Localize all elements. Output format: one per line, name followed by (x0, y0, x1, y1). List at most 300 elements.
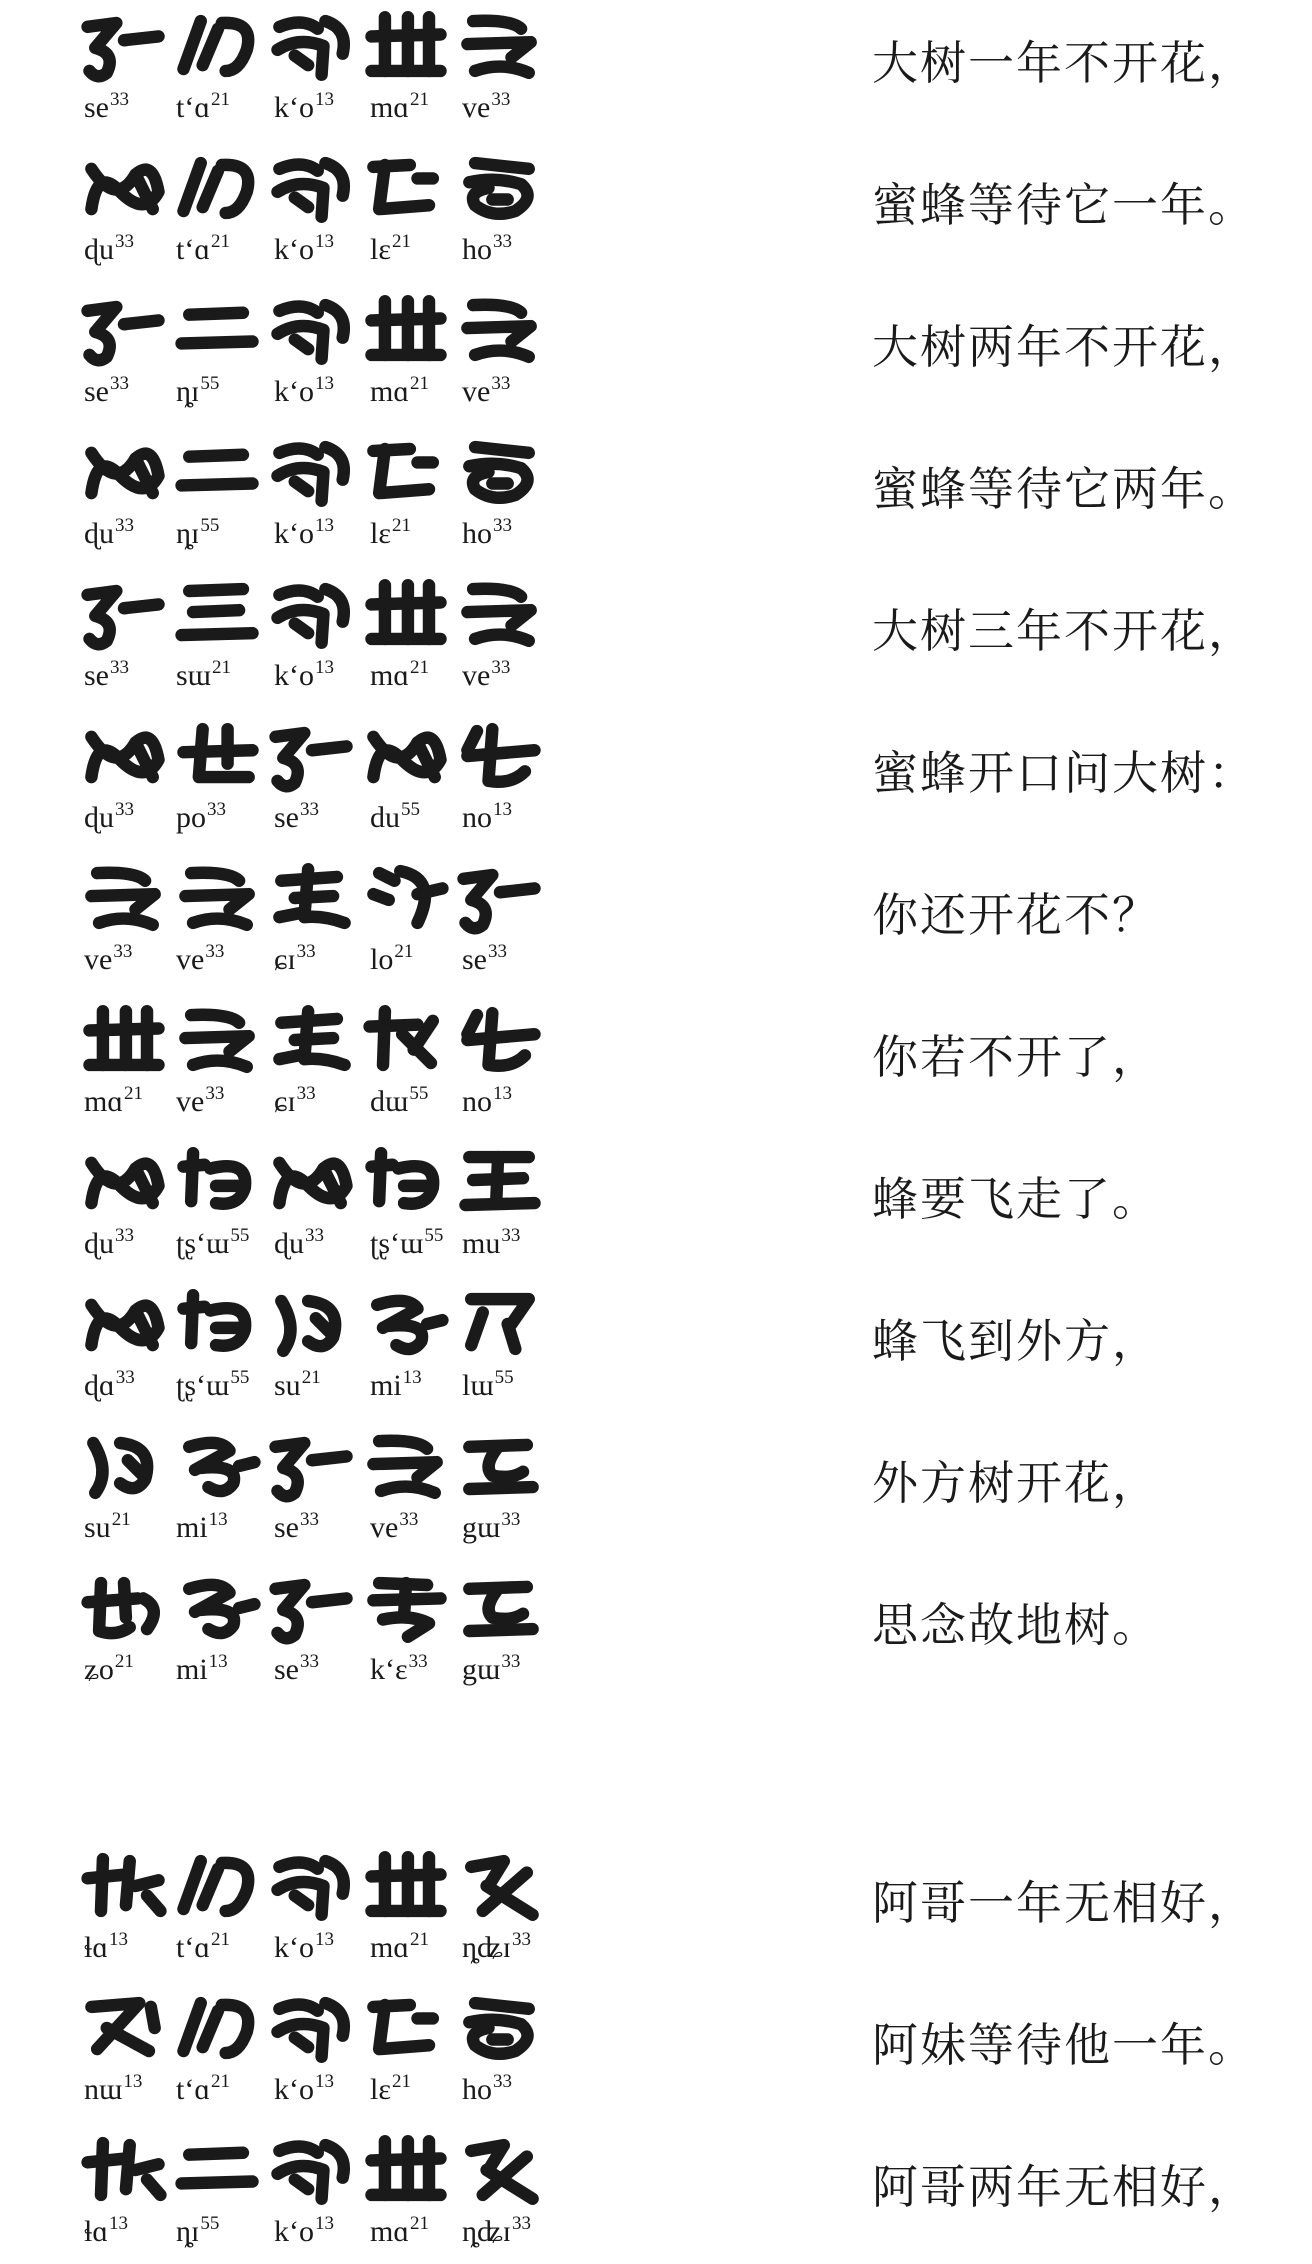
syllable-text: k‘o (274, 91, 314, 124)
ipa-transcription-line (84, 1074, 604, 1118)
tone-number: 33 (110, 657, 129, 678)
ipa-syllable (176, 648, 231, 696)
ipa-transcription-line (84, 222, 604, 266)
ipa-syllable (274, 790, 319, 838)
ipa-syllable (370, 1074, 428, 1122)
chinese-translation: 思念故地树。 (872, 1598, 1160, 1652)
yi-glyph (266, 148, 358, 228)
tone-number: 21 (212, 657, 232, 678)
ipa-syllable (176, 222, 230, 270)
yi-glyph (266, 1426, 358, 1506)
yi-script-line (78, 290, 598, 370)
yi-script-line (78, 1284, 598, 1364)
verse-row (0, 1982, 1312, 2122)
syllable-text: mɑ (370, 659, 410, 692)
tone-number: 13 (109, 1929, 129, 1950)
yi-glyph (266, 1846, 358, 1926)
syllable-text: ɖɑ (84, 1369, 115, 1402)
chinese-translation: 大树两年不开花， (872, 320, 1256, 374)
ipa-syllable (176, 506, 219, 554)
syllable-text: ȵɪ (176, 375, 200, 408)
tone-number: 33 (501, 1225, 521, 1246)
yi-glyph (172, 432, 264, 512)
yi-glyph (266, 1142, 358, 1222)
ipa-syllable (462, 2204, 531, 2252)
verse-row (0, 426, 1312, 566)
verse-row (0, 1562, 1312, 1702)
syllable-text: t‘ɑ (176, 1931, 211, 1964)
verse-row (0, 284, 1312, 424)
syllable-text: ʑo (84, 1653, 114, 1686)
yi-glyph (454, 1568, 546, 1648)
yi-glyph (78, 1846, 170, 1926)
yi-glyph (266, 432, 358, 512)
syllable-text: sɯ (176, 659, 212, 692)
tone-number: 55 (424, 1225, 444, 1246)
ipa-syllable (274, 506, 334, 554)
tone-number: 21 (410, 2213, 430, 2234)
ipa-syllable (274, 932, 316, 980)
chinese-translation: 阿妹等待他一年。 (872, 2018, 1256, 2072)
syllable-text: no (462, 1085, 492, 1118)
syllable-text: mɑ (370, 91, 410, 124)
tone-number: 13 (315, 89, 334, 110)
ipa-transcription-line (84, 1216, 604, 1260)
ipa-syllable (84, 932, 132, 980)
syllable-text: k‘o (274, 375, 314, 408)
tone-number: 33 (491, 373, 511, 394)
syllable-text: ʈʂ‘ɯ (176, 1369, 230, 1402)
ipa-syllable (462, 1074, 512, 1122)
tone-number: 13 (315, 657, 334, 678)
tone-number: 55 (200, 515, 220, 536)
ipa-syllable (370, 932, 413, 980)
syllable-text: su (274, 1369, 301, 1402)
ipa-syllable (462, 1358, 514, 1406)
yi-glyph (78, 432, 170, 512)
yi-glyph (360, 1000, 452, 1080)
tone-number: 55 (230, 1367, 250, 1388)
ipa-syllable (84, 2062, 142, 2110)
tone-number: 21 (410, 1929, 430, 1950)
yi-glyph (360, 1568, 452, 1648)
ipa-syllable (462, 1500, 520, 1548)
tone-number: 21 (410, 89, 430, 110)
ipa-transcription-line (84, 80, 604, 124)
yi-glyph (360, 1846, 452, 1926)
yi-script-line (78, 858, 598, 938)
verse-row (0, 1278, 1312, 1418)
tone-number: 21 (211, 1929, 231, 1950)
ipa-syllable (84, 222, 134, 270)
yi-script-line (78, 716, 598, 796)
syllable-text: se (462, 943, 487, 976)
ipa-syllable (274, 1500, 319, 1548)
yi-glyph (78, 574, 170, 654)
syllable-text: du (370, 801, 400, 834)
tone-number: 55 (230, 1225, 250, 1246)
syllable-text: ɖu (84, 1227, 114, 1260)
yi-glyph (78, 716, 170, 796)
syllable-text: se (274, 1511, 299, 1544)
tone-number: 33 (501, 1651, 521, 1672)
yi-glyph (172, 1000, 264, 1080)
syllable-text: ȵɪ (176, 517, 200, 550)
tone-number: 13 (208, 1509, 228, 1530)
ipa-syllable (84, 1500, 131, 1548)
syllable-text: ve (462, 91, 491, 124)
ipa-transcription-line (84, 2062, 604, 2106)
yi-glyph (360, 1284, 452, 1364)
ipa-syllable (370, 1642, 428, 1690)
yi-glyph (360, 716, 452, 796)
ipa-transcription-line (84, 1358, 604, 1402)
ipa-transcription-line (84, 1642, 604, 1686)
yi-glyph (360, 2130, 452, 2210)
syllable-text: k‘o (274, 517, 314, 550)
ipa-transcription-line (84, 648, 604, 692)
ipa-syllable (274, 1216, 324, 1264)
tone-number: 21 (410, 657, 430, 678)
ipa-syllable (462, 222, 512, 270)
ipa-syllable (84, 506, 134, 554)
verse-row (0, 1136, 1312, 1276)
chinese-translation: 外方树开花， (872, 1456, 1160, 1510)
yi-glyph (360, 290, 452, 370)
ipa-syllable (370, 790, 420, 838)
yi-glyph (266, 2130, 358, 2210)
tone-number: 33 (115, 231, 134, 252)
tone-number: 33 (491, 657, 511, 678)
yi-script-line (78, 574, 598, 654)
ipa-syllable (274, 222, 334, 270)
yi-glyph (172, 1284, 264, 1364)
yi-glyph (78, 6, 170, 86)
yi-glyph (266, 858, 358, 938)
chinese-translation: 蜂要飞走了。 (872, 1172, 1160, 1226)
yi-glyph (172, 574, 264, 654)
syllable-text: ve (462, 375, 491, 408)
yi-glyph (454, 432, 546, 512)
yi-glyph (266, 6, 358, 86)
ipa-syllable (462, 648, 510, 696)
tone-number: 13 (315, 2213, 334, 2234)
ipa-syllable (176, 1500, 228, 1548)
tone-number: 33 (300, 1509, 319, 1530)
syllable-text: se (84, 91, 109, 124)
ipa-syllable (176, 80, 230, 128)
syllable-text: ve (462, 659, 491, 692)
tone-number: 13 (315, 231, 334, 252)
yi-glyph (266, 1284, 358, 1364)
yi-glyph (454, 1988, 546, 2068)
yi-glyph (78, 148, 170, 228)
yi-glyph (266, 1000, 358, 1080)
verse-row (0, 994, 1312, 1134)
tone-number: 55 (200, 373, 220, 394)
yi-glyph (360, 432, 452, 512)
yi-glyph (454, 1284, 546, 1364)
tone-number: 13 (315, 373, 334, 394)
ipa-syllable (370, 1358, 422, 1406)
tone-number: 21 (111, 1509, 131, 1530)
syllable-text: ȵʥɪ (462, 2215, 511, 2248)
ipa-syllable (370, 1216, 443, 1264)
syllable-text: se (274, 1653, 299, 1686)
syllable-text: gɯ (462, 1511, 501, 1544)
yi-glyph (78, 1426, 170, 1506)
tone-number: 33 (296, 941, 316, 962)
yi-glyph (360, 574, 452, 654)
ipa-transcription-line (84, 932, 604, 976)
ipa-syllable (176, 1358, 249, 1406)
ipa-syllable (274, 1358, 321, 1406)
tone-number: 33 (115, 1367, 135, 1388)
ipa-syllable (462, 364, 510, 412)
yi-script-line (78, 1988, 598, 2068)
tone-number: 21 (124, 1083, 144, 1104)
syllable-text: ɖu (274, 1227, 304, 1260)
chinese-translation: 你还开花不？ (872, 888, 1160, 942)
yi-glyph (78, 1284, 170, 1364)
tone-number: 33 (300, 799, 319, 820)
yi-glyph (454, 148, 546, 228)
syllable-text: mu (462, 1227, 501, 1260)
yi-glyph (360, 1142, 452, 1222)
tone-number: 33 (115, 799, 134, 820)
tone-number: 55 (494, 1367, 514, 1388)
ipa-syllable (84, 1642, 134, 1690)
ipa-syllable (462, 790, 512, 838)
syllable-text: k‘o (274, 233, 314, 266)
syllable-text: t‘ɑ (176, 91, 211, 124)
chinese-translation: 蜜蜂等待它两年。 (872, 462, 1256, 516)
tone-number: 33 (493, 231, 512, 252)
ipa-syllable (370, 506, 411, 554)
syllable-text: ȵʥɪ (462, 1931, 511, 1964)
yi-glyph (266, 716, 358, 796)
yi-glyph (172, 1142, 264, 1222)
tone-number: 33 (399, 1509, 419, 1530)
yi-script-line (78, 432, 598, 512)
syllable-text: mɑ (370, 2215, 410, 2248)
syllable-text: mi (176, 1653, 208, 1686)
ipa-syllable (462, 506, 512, 554)
ipa-syllable (274, 1642, 319, 1690)
ipa-syllable (176, 932, 224, 980)
ipa-syllable (176, 790, 226, 838)
verse-row (0, 1840, 1312, 1980)
syllable-text: ɬɑ (84, 1931, 109, 1964)
tone-number: 33 (113, 941, 133, 962)
chinese-translation: 大树一年不开花， (872, 36, 1256, 90)
tone-number: 33 (296, 1083, 316, 1104)
ipa-syllable (176, 2204, 219, 2252)
syllable-text: mi (176, 1511, 208, 1544)
syllable-text: ɕɪ (274, 1085, 296, 1118)
tone-number: 33 (115, 1225, 134, 1246)
ipa-transcription-line (84, 790, 604, 834)
tone-number: 21 (211, 231, 231, 252)
syllable-text: lɛ (370, 2073, 391, 2106)
yi-glyph (454, 1846, 546, 1926)
syllable-text: ɖu (84, 233, 114, 266)
ipa-syllable (176, 1074, 224, 1122)
tone-number: 55 (409, 1083, 429, 1104)
syllable-text: k‘o (274, 2215, 314, 2248)
tone-number: 21 (394, 941, 414, 962)
yi-script-line (78, 1846, 598, 1926)
yi-glyph (454, 858, 546, 938)
ipa-transcription-line (84, 1920, 604, 1964)
tone-number: 21 (211, 2071, 231, 2092)
yi-glyph (360, 1988, 452, 2068)
syllable-text: ve (84, 943, 113, 976)
yi-glyph (454, 290, 546, 370)
yi-glyph (78, 2130, 170, 2210)
verse-row (0, 142, 1312, 282)
yi-glyph (266, 1988, 358, 2068)
syllable-text: ɖu (84, 801, 114, 834)
ipa-syllable (84, 1216, 134, 1264)
syllable-text: ɕɪ (274, 943, 296, 976)
syllable-text: dɯ (370, 1085, 409, 1118)
yi-glyph (360, 6, 452, 86)
ipa-syllable (370, 1920, 429, 1968)
yi-glyph (454, 1142, 546, 1222)
tone-number: 33 (305, 1225, 324, 1246)
syllable-text: ho (462, 517, 492, 550)
syllable-text: ho (462, 2073, 492, 2106)
chinese-translation: 蜜蜂等待它一年。 (872, 178, 1256, 232)
ipa-syllable (84, 1358, 135, 1406)
verse-row (0, 2124, 1312, 2264)
yi-glyph (454, 2130, 546, 2210)
ipa-syllable (84, 2204, 128, 2252)
yi-script-line (78, 1426, 598, 1506)
chinese-translation: 大树三年不开花， (872, 604, 1256, 658)
verse-row (0, 852, 1312, 992)
tone-number: 33 (205, 1083, 225, 1104)
ipa-syllable (462, 1216, 520, 1264)
tone-number: 33 (491, 89, 511, 110)
syllable-text: su (84, 1511, 111, 1544)
syllable-text: ȵɪ (176, 2215, 200, 2248)
yi-glyph (172, 1988, 264, 2068)
tone-number: 33 (511, 1929, 531, 1950)
tone-number: 33 (488, 941, 507, 962)
yi-glyph (172, 1426, 264, 1506)
tone-number: 55 (401, 799, 420, 820)
syllable-text: k‘o (274, 2073, 314, 2106)
syllable-text: mɑ (370, 375, 410, 408)
yi-glyph (172, 2130, 264, 2210)
yi-glyph (172, 1846, 264, 1926)
tone-number: 13 (123, 2071, 143, 2092)
tone-number: 33 (493, 515, 512, 536)
tone-number: 33 (493, 2071, 512, 2092)
tone-number: 33 (205, 941, 225, 962)
chinese-translation: 阿哥一年无相好， (872, 1876, 1256, 1930)
ipa-syllable (370, 80, 429, 128)
syllable-text: ho (462, 233, 492, 266)
tone-number: 13 (402, 1367, 422, 1388)
ipa-syllable (84, 648, 129, 696)
tone-number: 33 (110, 373, 129, 394)
tone-number: 13 (315, 515, 334, 536)
tone-number: 33 (501, 1509, 521, 1530)
ipa-syllable (176, 1642, 228, 1690)
verse-row (0, 568, 1312, 708)
yi-glyph (78, 858, 170, 938)
yi-glyph (454, 716, 546, 796)
tone-number: 21 (391, 231, 411, 252)
syllable-text: mi (370, 1369, 402, 1402)
syllable-text: lo (370, 943, 394, 976)
yi-glyph (172, 6, 264, 86)
ipa-syllable (274, 2204, 334, 2252)
yi-glyph (266, 574, 358, 654)
yi-glyph (172, 1568, 264, 1648)
yi-glyph (454, 1000, 546, 1080)
tone-number: 55 (200, 2213, 220, 2234)
syllable-text: ve (370, 1511, 399, 1544)
syllable-text: no (462, 801, 492, 834)
tone-number: 33 (408, 1651, 428, 1672)
ipa-syllable (84, 790, 134, 838)
syllable-text: mɑ (370, 1931, 410, 1964)
ipa-transcription-line (84, 364, 604, 408)
chinese-translation: 你若不开了， (872, 1030, 1160, 1084)
ipa-syllable (274, 364, 334, 412)
yi-glyph (78, 1142, 170, 1222)
ipa-syllable (84, 80, 129, 128)
yi-script-line (78, 2130, 598, 2210)
syllable-text: k‘o (274, 1931, 314, 1964)
syllable-text: t‘ɑ (176, 233, 211, 266)
ipa-syllable (274, 1920, 334, 1968)
syllable-text: se (84, 659, 109, 692)
tone-number: 13 (109, 2213, 129, 2234)
yi-glyph (266, 290, 358, 370)
tone-number: 13 (493, 799, 512, 820)
ipa-syllable (274, 648, 334, 696)
ipa-syllable (274, 1074, 316, 1122)
ipa-syllable (176, 1920, 230, 1968)
ipa-syllable (176, 2062, 230, 2110)
syllable-text: ɬɑ (84, 2215, 109, 2248)
yi-glyph (454, 574, 546, 654)
yi-glyph (360, 858, 452, 938)
ipa-syllable (176, 1216, 249, 1264)
tone-number: 21 (301, 1367, 321, 1388)
yi-glyph (360, 148, 452, 228)
verse-row (0, 710, 1312, 850)
ipa-syllable (462, 1920, 531, 1968)
tone-number: 13 (208, 1651, 228, 1672)
tone-number: 21 (391, 2071, 411, 2092)
ipa-transcription-line (84, 506, 604, 550)
ipa-syllable (274, 80, 334, 128)
yi-script-line (78, 1000, 598, 1080)
syllable-text: lɯ (462, 1369, 494, 1402)
syllable-text: ve (176, 1085, 205, 1118)
chinese-translation: 蜜蜂开口问大树： (872, 746, 1256, 800)
tone-number: 13 (315, 2071, 334, 2092)
syllable-text: ʈʂ‘ɯ (370, 1227, 424, 1260)
tone-number: 33 (110, 89, 129, 110)
tone-number: 21 (211, 89, 231, 110)
